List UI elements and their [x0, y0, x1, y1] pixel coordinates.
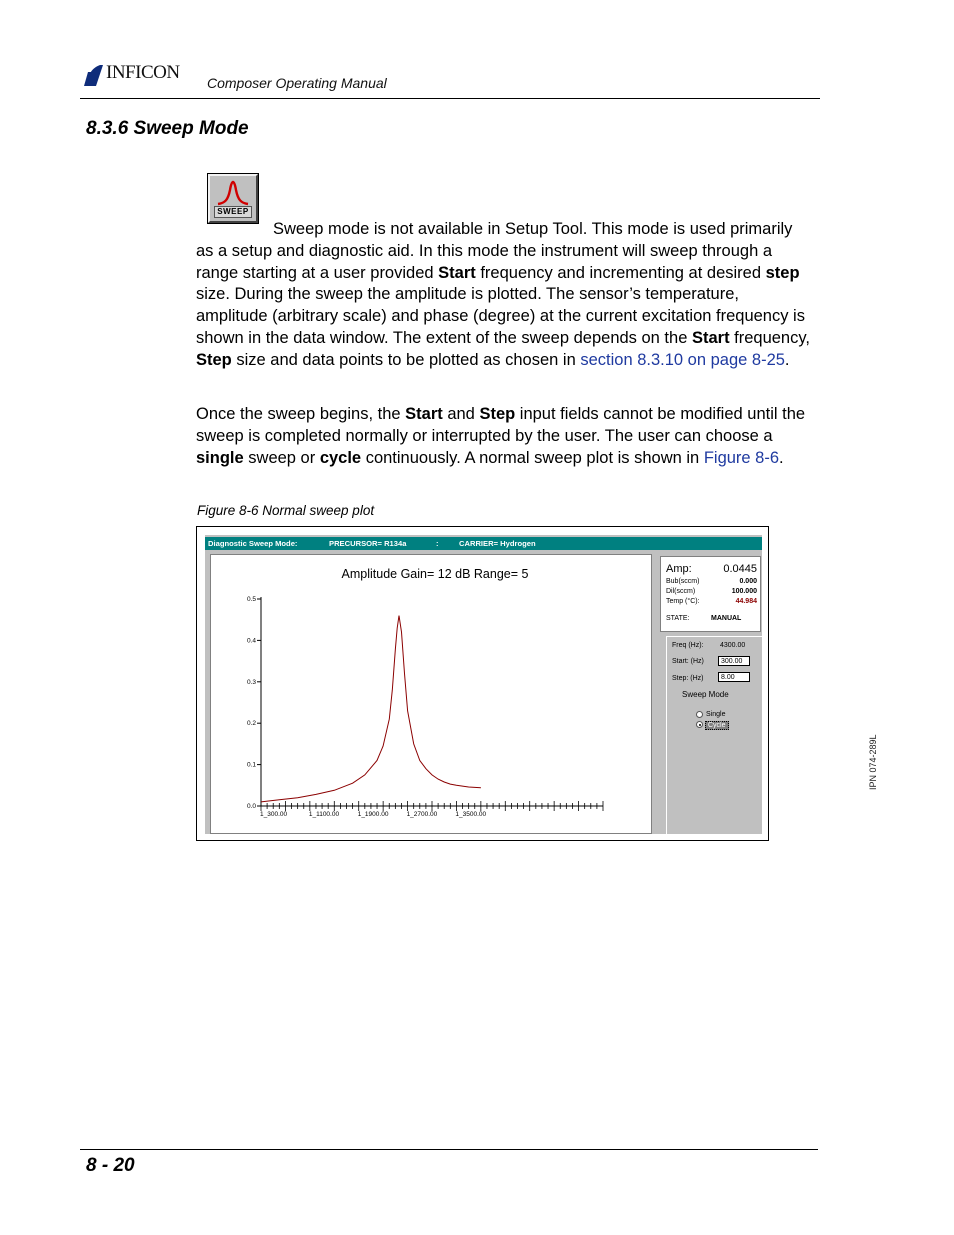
data-window — [660, 556, 761, 632]
figure-link[interactable]: Figure 8-6 — [703, 448, 780, 467]
y-axis-ticks — [247, 596, 261, 810]
cycle-label: Cycle — [705, 721, 729, 730]
dil-label: Dil(sccm) — [666, 588, 696, 595]
bub-row — [666, 578, 757, 587]
state-row — [666, 615, 757, 624]
window-titlebar — [205, 537, 762, 550]
amp-value: 0.0445 — [723, 563, 757, 575]
figure-caption: Figure 8-6 Normal sweep plot — [197, 503, 375, 518]
footer-divider — [80, 1149, 818, 1150]
dil-row — [666, 588, 757, 597]
dil-value: 100.000 — [731, 588, 757, 595]
x-tick-label: 1_3500.00 — [455, 811, 487, 818]
inficon-logo-mark-icon — [82, 62, 106, 88]
state-label: STATE: — [666, 615, 690, 622]
x-tick-label: 1_1100.00 — [308, 811, 340, 818]
amplitude-chart — [211, 555, 653, 835]
amp-label: Amp: — [666, 563, 692, 575]
step-label: Step: (Hz) — [672, 675, 704, 682]
section-heading: 8.3.6 Sweep Mode — [86, 118, 249, 139]
y-tick-label: 0.0 — [246, 803, 256, 810]
titlebar-mode: Diagnostic Sweep Mode: — [208, 539, 298, 548]
sweep-icon — [208, 174, 258, 223]
y-tick-label: 0.3 — [246, 678, 256, 686]
step-input[interactable]: 8.00 — [718, 672, 750, 682]
inficon-logo — [82, 60, 202, 88]
section-link[interactable]: section 8.3.10 on page 8-25 — [580, 350, 785, 369]
paragraph-sweep-usage: Once the sweep begins, the Start and Step input fields cannot be modified until the sweep is completed normally or interrupted by the user. The user can choose a single sweep or cycle continuously. A normal sweep plot is shown in Figure 8-6. — [196, 405, 806, 467]
single-radio[interactable] — [696, 711, 703, 718]
bub-label: Bub(sccm) — [666, 578, 700, 585]
freq-value: 4300.00 — [720, 642, 746, 649]
temp-value: 44.984 — [735, 598, 757, 605]
titlebar-separator: : — [436, 539, 439, 548]
temp-row — [666, 598, 757, 607]
temp-label: Temp (°C): — [666, 598, 700, 605]
start-input[interactable]: 300.00 — [718, 656, 750, 666]
x-tick-label: 1_2700.00 — [406, 811, 438, 818]
titlebar-carrier: CARRIER= Hydrogen — [459, 539, 536, 548]
cycle-radio[interactable] — [696, 721, 703, 728]
sweep-mode-title: Sweep Mode — [682, 690, 729, 699]
manual-title: Composer Operating Manual — [207, 75, 387, 91]
chart-title: Amplitude Gain= 12 dB Range= 5 — [341, 567, 529, 581]
single-label: Single — [706, 711, 726, 718]
y-tick-label: 0.5 — [246, 596, 256, 603]
sweep-controls — [666, 636, 762, 834]
start-label: Start: (Hz) — [672, 658, 704, 665]
paragraph-sweep-description: Sweep mode is not available in Setup Tool. This mode is used primarily as a setup and diagnostic aid. In this mode the instrument will sweep through a range starting at a user provided Start frequency and incrementing at desired step size. During the sweep the amplitude is plotted. The sensor’s temperature, amplitude (arbitrary scale) and phase (degree) at the current excitation frequency is shown in the data window. The extent of the sweep depends on the Start frequency, Step size and data points to be plotted as chosen in section 8.3.10 on page 8-25. — [196, 220, 810, 369]
bub-value: 0.000 — [739, 578, 757, 585]
side-document-id: IPN 074-289L — [868, 734, 878, 790]
titlebar-precursor: PRECURSOR= R134a — [329, 539, 407, 548]
amplitude-curve — [261, 616, 481, 802]
sweep-plot — [210, 554, 652, 834]
amp-row — [666, 563, 757, 575]
y-tick-label: 0.2 — [246, 720, 256, 728]
sweep-icon-label: SWEEP — [214, 206, 252, 218]
page-number: 8 - 20 — [86, 1155, 135, 1176]
x-tick-label: 1_300.00 — [260, 811, 288, 818]
freq-label: Freq (Hz): — [672, 642, 704, 649]
sweep-curve-icon — [217, 180, 249, 206]
y-tick-label: 0.1 — [246, 761, 256, 769]
logo-text: INFICON — [106, 62, 180, 83]
x-axis-ticks — [260, 801, 603, 818]
state-value: MANUAL — [711, 615, 742, 622]
y-tick-label: 0.4 — [246, 637, 256, 645]
x-tick-label: 1_1900.00 — [357, 811, 389, 818]
header-divider — [80, 98, 820, 99]
